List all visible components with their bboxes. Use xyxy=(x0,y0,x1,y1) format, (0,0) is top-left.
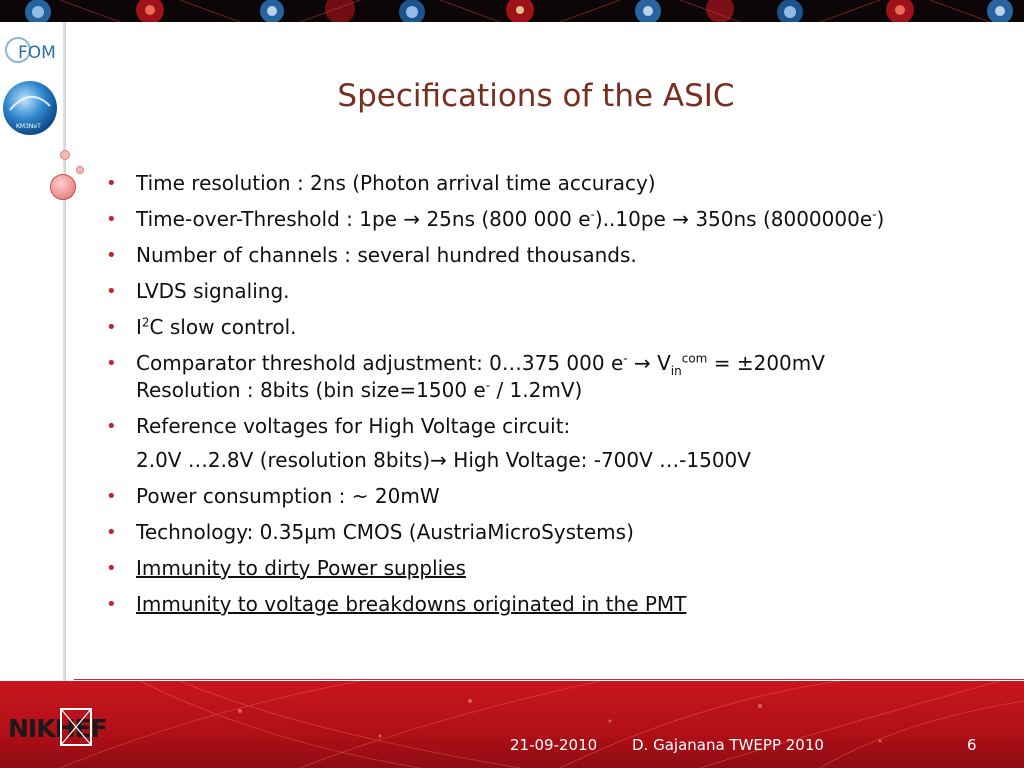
decorative-bubble-small xyxy=(60,150,70,160)
km3net-logo xyxy=(2,80,58,136)
superscript: - xyxy=(590,207,595,222)
bullet-text: LVDS signaling. xyxy=(136,279,290,303)
left-sidebar-rail xyxy=(63,22,66,682)
fom-logo-text: FOM xyxy=(18,43,56,63)
fom-logo xyxy=(4,28,58,68)
bullet-text: / 1.2mV) xyxy=(490,378,583,402)
list-item xyxy=(104,206,984,233)
bullet-text-underlined: Immunity to dirty Power supplies xyxy=(136,556,466,580)
list-item xyxy=(104,555,984,582)
subscript: in xyxy=(670,364,682,378)
bullet-text: Technology: 0.35µm CMOS (AustriaMicroSystems) xyxy=(136,520,634,544)
superscript: - xyxy=(485,378,491,393)
superscript: 2 xyxy=(141,315,150,330)
bullet-text: Number of channels : several hundred thousands. xyxy=(136,243,637,267)
decorative-bubble-large xyxy=(50,174,76,200)
list-item xyxy=(104,591,984,618)
list-item xyxy=(104,314,984,341)
slide-title: Specifications of the ASIC xyxy=(337,78,735,114)
bullet-text: Resolution : 8bits (bin size=1500 e xyxy=(136,378,486,402)
bullet-text-underlined: Immunity to voltage breakdowns originated in the PMT xyxy=(136,592,687,616)
bullet-text: I xyxy=(136,315,142,339)
bullet-text: )..10pe → 350ns (8000000e xyxy=(594,207,873,231)
footer-author: D. Gajanana TWEPP 2010 xyxy=(632,736,824,754)
specifications-list xyxy=(104,170,984,627)
top-decorative-banner xyxy=(0,0,1024,22)
decorative-bubble-tiny xyxy=(76,166,84,174)
nikhef-logo-text: NIKHEF xyxy=(8,714,107,743)
list-item xyxy=(104,350,984,404)
list-item xyxy=(104,519,984,546)
list-item xyxy=(104,242,984,269)
bullet-text: C slow control. xyxy=(149,315,297,339)
nikhef-logo xyxy=(6,703,122,753)
bullet-text: Power consumption : ~ 20mW xyxy=(136,484,440,508)
superscript: - xyxy=(872,207,877,222)
page-number: 6 xyxy=(967,736,977,754)
superscript: - xyxy=(623,351,628,366)
superscript: com xyxy=(681,351,708,366)
bullet-text: Reference voltages for High Voltage circuit: xyxy=(136,414,571,438)
footer-bar xyxy=(0,681,1024,768)
km3net-logo-text: KM3NeT xyxy=(16,123,41,130)
bullet-text: = ±200mV xyxy=(707,351,825,375)
list-item xyxy=(104,170,984,197)
list-item-continuation xyxy=(104,447,984,474)
list-item xyxy=(104,278,984,305)
footer-divider xyxy=(74,679,1024,680)
bullet-text: Time resolution : 2ns (Photon arrival time accuracy) xyxy=(136,171,656,195)
list-item xyxy=(104,413,984,440)
bullet-text: → V xyxy=(627,351,671,375)
footer-date: 21-09-2010 xyxy=(510,736,598,754)
bullet-text: ) xyxy=(876,207,885,231)
bullet-text: 2.0V …2.8V (resolution 8bits)→ High Voltage: -700V …-1500V xyxy=(136,448,751,472)
list-item xyxy=(104,483,984,510)
bullet-text: Comparator threshold adjustment: 0…375 000 e xyxy=(136,351,624,375)
bullet-text: Time-over-Threshold : 1pe → 25ns (800 000 e xyxy=(136,207,591,231)
